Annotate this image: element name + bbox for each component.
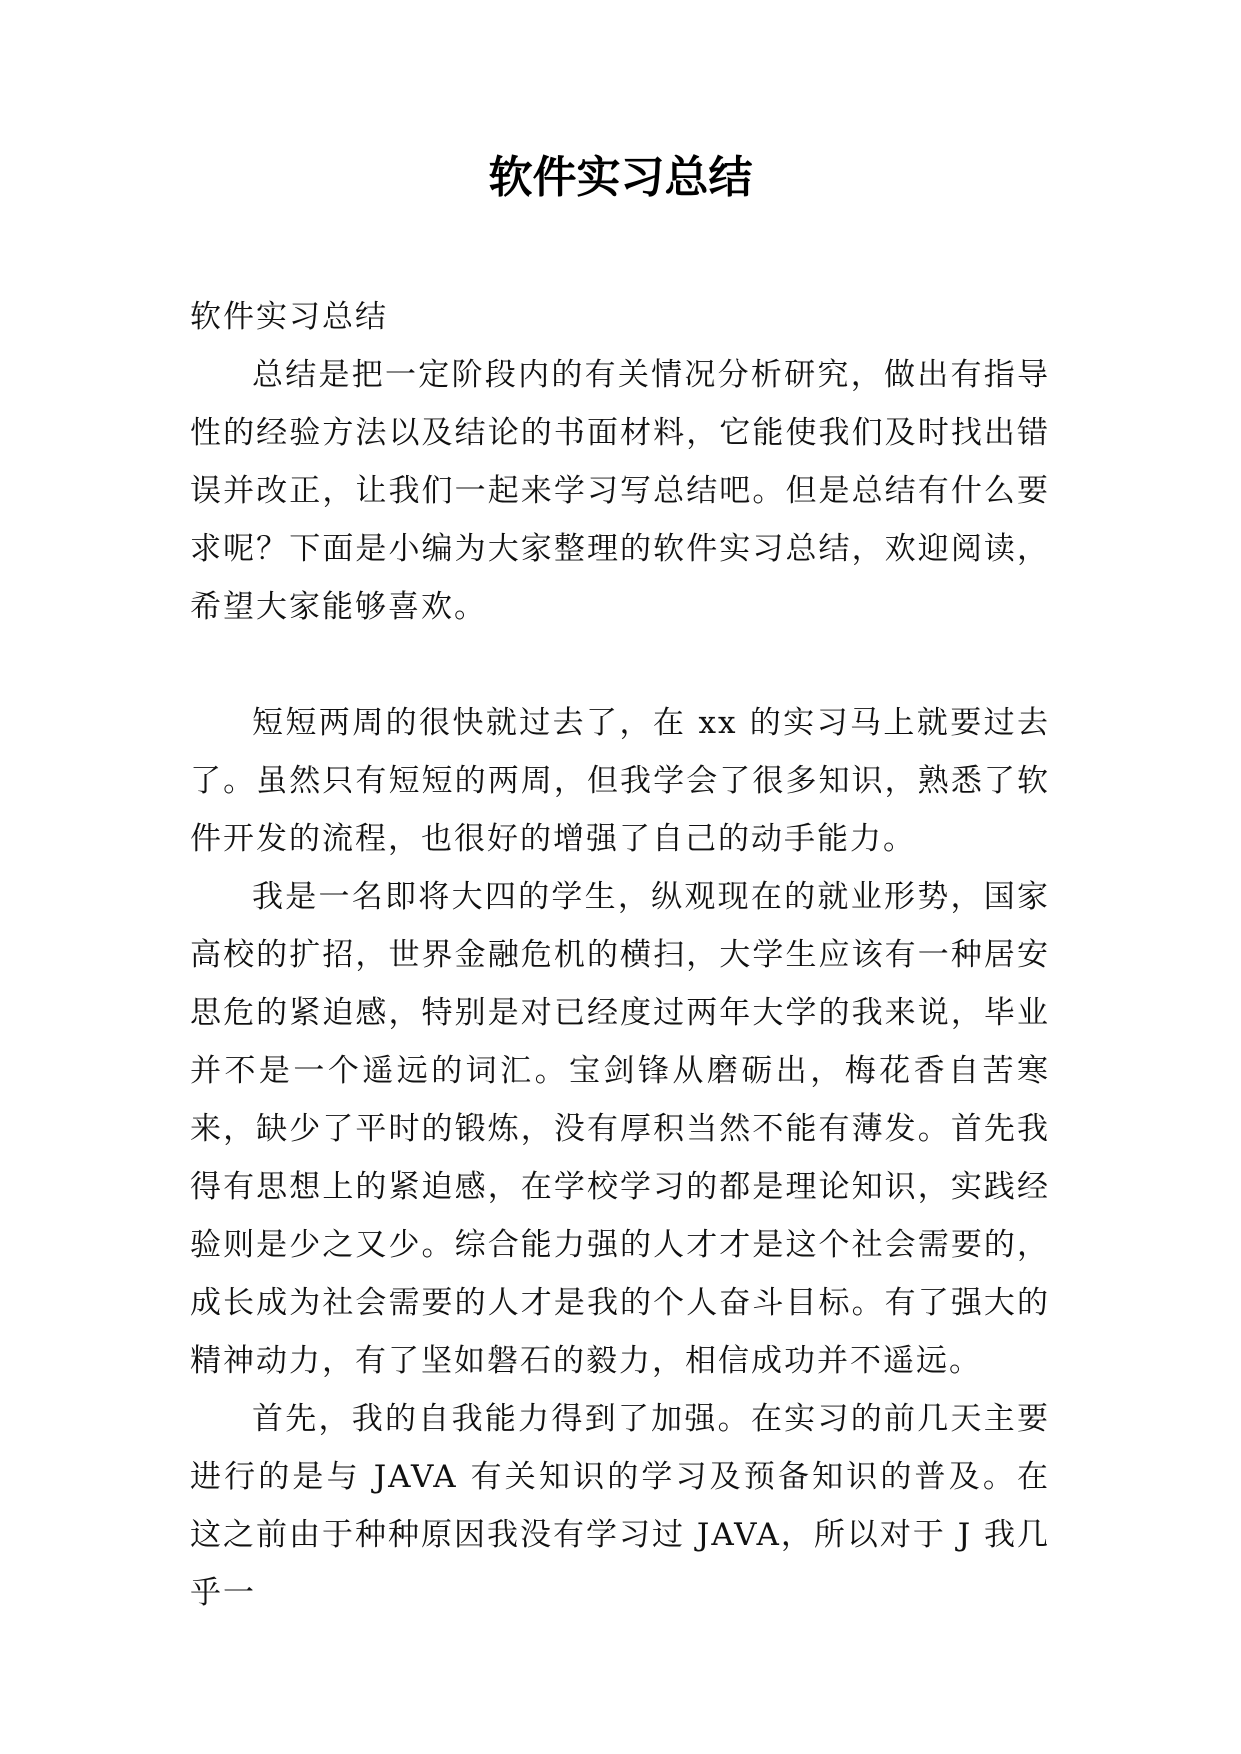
body-paragraph-2: 我是一名即将大四的学生，纵观现在的就业形势，国家高校的扩招，世界金融危机的横扫，大学生应该有一种居安思危的紧迫感，特别是对已经度过两年大学的我来说，毕业并不是一个遥远的词汇。宝剑锋从磨砺出，梅花香自苦寒来，缺少了平时的锻炼，没有厚积当然不能有薄发。首先我得有思想上的紧迫感，在学校学习的都是理论知识，实践经验则是少之又少。综合能力强的人才才是这个社会需要的，成长成为社会需要的人才是我的个人奋斗目标。有了强大的精神动力，有了坚如磐石的毅力，相信成功并不遥远。 — [190, 879, 1050, 1379]
document-title: 软件实习总结 — [488, 152, 753, 203]
body-paragraph-1: 短短两周的很快就过去了，在 xx 的实习马上就要过去了。虽然只有短短的两周，但我学会了很多知识，熟悉了软件开发的流程，也很好的增强了自己的动手能力。 — [190, 705, 1050, 857]
paragraph-spacer — [190, 636, 1050, 694]
body-paragraph-3: 首先，我的自我能力得到了加强。在实习的前几天主要进行的是与 JAVA 有关知识的学习及预备知识的普及。在这之前由于种种原因我没有学习过 JAVA，所以对于 J 我几乎一 — [190, 1401, 1050, 1611]
document-body — [190, 288, 1050, 1622]
document-subtitle: 软件实习总结 — [190, 299, 388, 335]
intro-paragraph: 总结是把一定阶段内的有关情况分析研究，做出有指导性的经验方法以及结论的书面材料，它能使我们及时找出错误并改正，让我们一起来学习写总结吧。但是总结有什么要求呢？下面是小编为大家整理的软件实习总结，欢迎阅读，希望大家能够喜欢。 — [190, 357, 1050, 625]
